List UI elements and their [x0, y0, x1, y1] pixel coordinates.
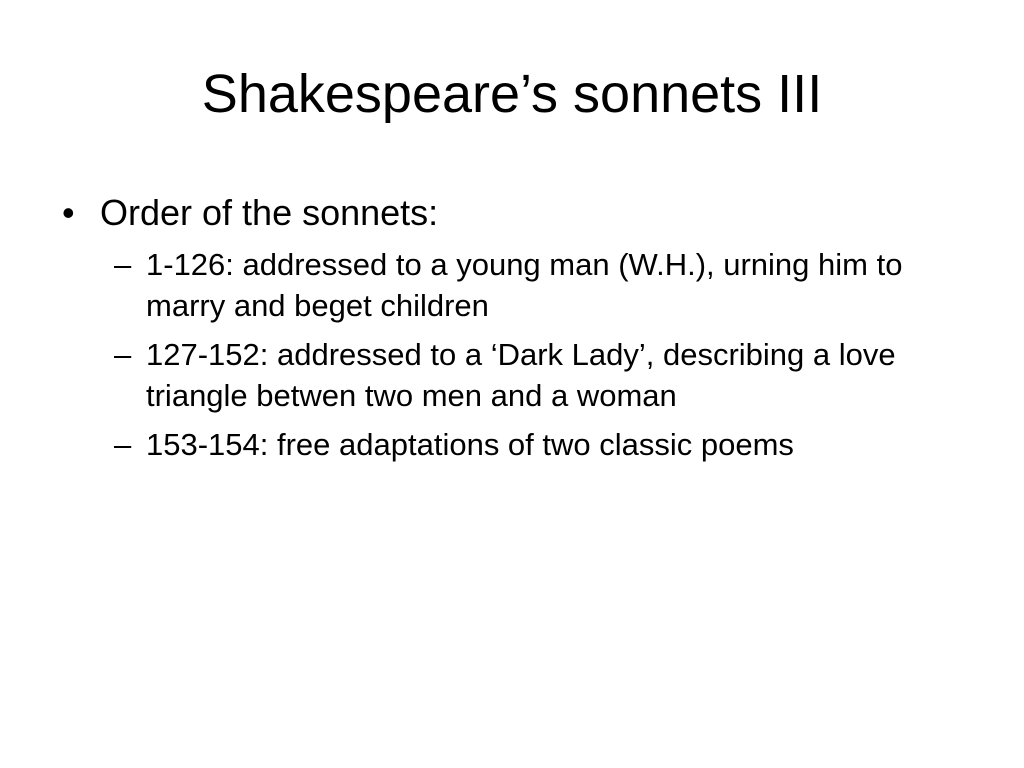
sub-bullet-item: [114, 424, 906, 465]
dash-icon: –: [114, 247, 132, 282]
slide-body: [62, 190, 962, 473]
dash-icon: –: [114, 337, 132, 372]
dash-icon: –: [114, 427, 132, 462]
sub-bullet-list: [62, 244, 962, 465]
sub-bullet-text: 1-126: addressed to a young man (W.H.), urning him to marry and beget children: [146, 247, 903, 323]
slide-title: Shakespeare’s sonnets III: [201, 64, 823, 124]
sub-bullet-item: [114, 244, 906, 326]
bullet-icon: •: [62, 192, 75, 233]
main-bullet-text: Order of the sonnets:: [100, 192, 439, 233]
sub-bullet-text: 127-152: addressed to a ‘Dark Lady’, describing a love triangle betwen two men and a woman: [146, 337, 896, 413]
sub-bullet-item: [114, 334, 906, 416]
main-bullet-item: [62, 190, 962, 236]
sub-bullet-text: 153-154: free adaptations of two classic poems: [146, 427, 794, 462]
